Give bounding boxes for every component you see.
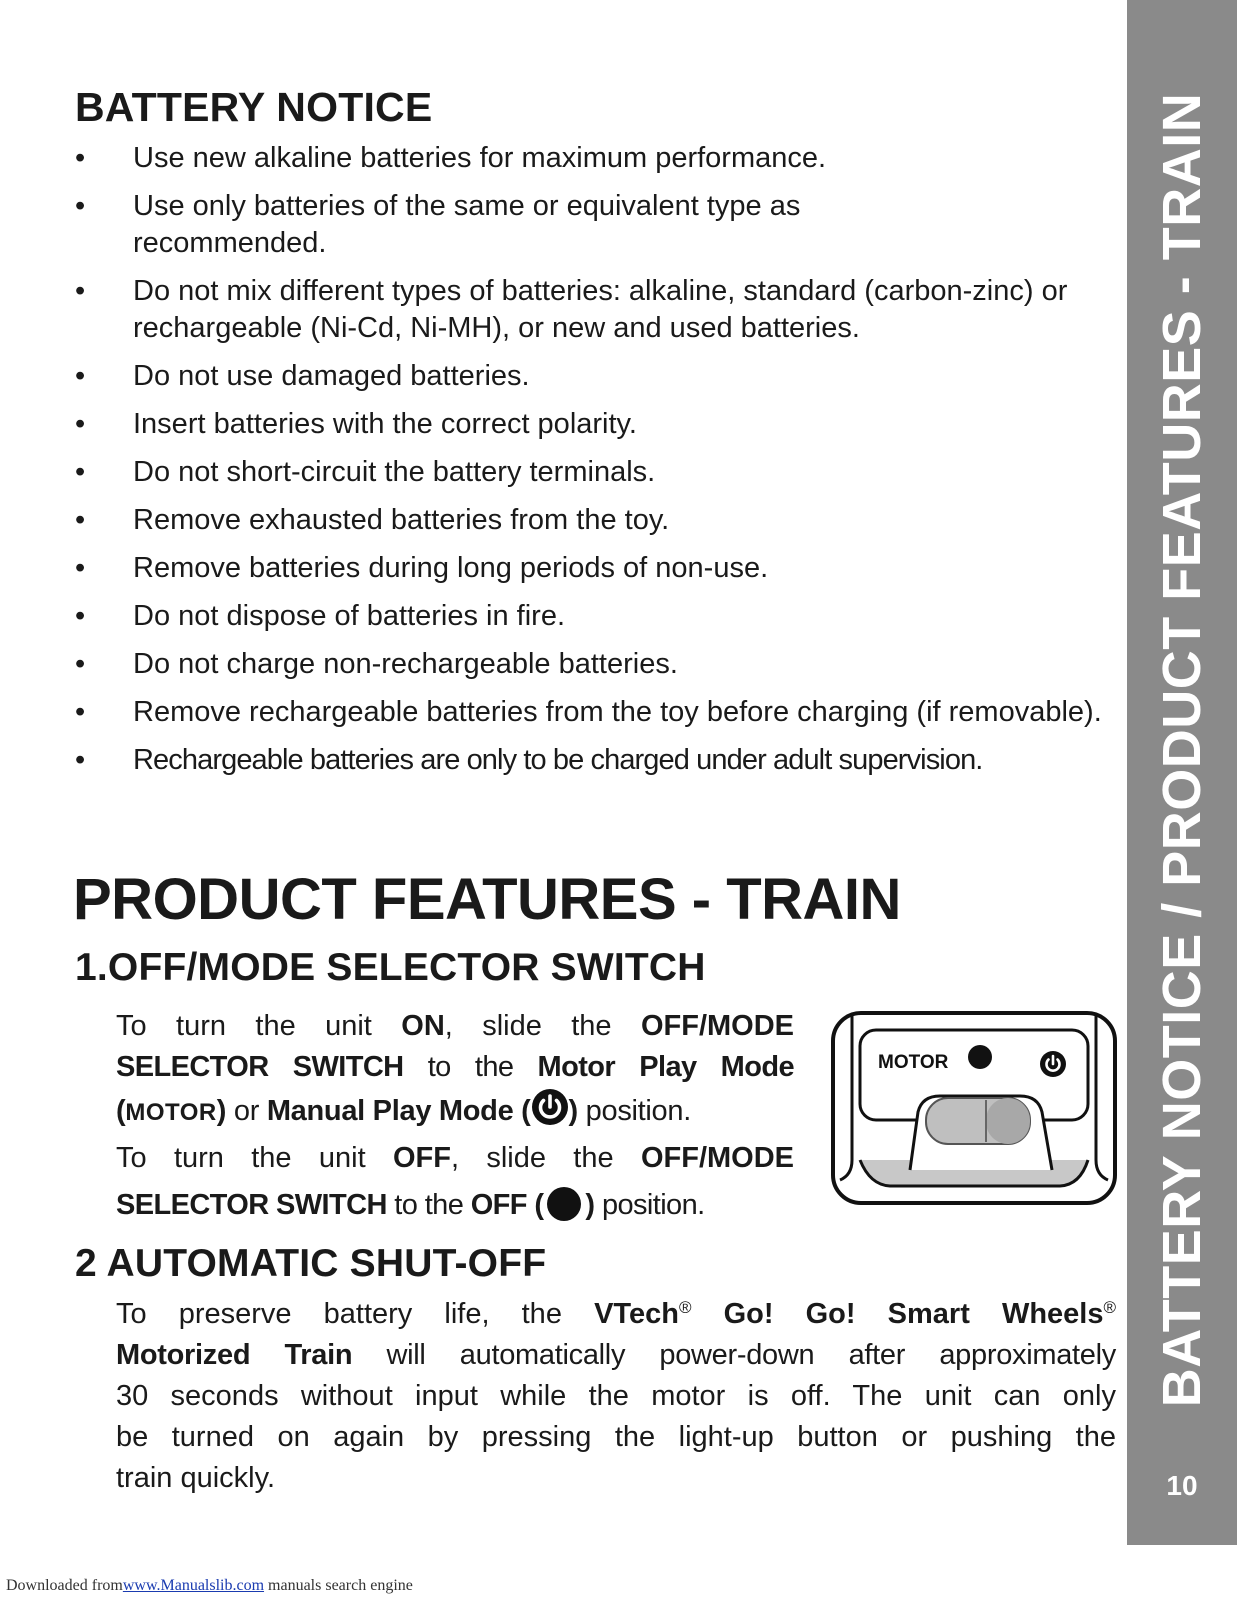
bullet-icon: •: [75, 744, 85, 776]
illustration-off-dot: [968, 1045, 992, 1069]
list-item: • Do not charge non-rechargeable batteries.: [75, 646, 1135, 683]
selector-switch-illustration: [830, 1010, 1118, 1206]
side-tab-title: BATTERY NOTICE / PRODUCT FEATURES - TRAIN: [1152, 92, 1212, 1408]
auto-shutoff-heading: 2 AUTOMATIC SHUT-OFF: [75, 1242, 547, 1285]
list-item: • Remove exhausted batteries from the toy.: [75, 502, 1135, 539]
bullet-icon: •: [75, 360, 86, 392]
list-item: • Use new alkaline batteries for maximum performance.: [75, 140, 1135, 177]
battery-notice-heading: BATTERY NOTICE: [75, 84, 433, 130]
illustration-motor-label: MOTOR: [878, 1052, 949, 1073]
bullet-icon: •: [75, 696, 86, 728]
side-tab: [1127, 0, 1237, 1545]
bullet-icon: •: [75, 600, 86, 632]
power-icon: [531, 1088, 569, 1138]
list-item: • Do not dispose of batteries in fire.: [75, 598, 1135, 635]
page-number: 10: [1166, 1470, 1198, 1501]
bullet-icon: •: [75, 142, 86, 174]
bullet-icon: •: [75, 190, 86, 222]
list-item: • Rechargeable batteries are only to be charged under adult supervision.: [75, 742, 1135, 779]
product-features-heading: PRODUCT FEATURES - TRAIN: [73, 867, 901, 932]
switch-knob: [986, 1098, 1030, 1144]
bullet-icon: •: [75, 552, 86, 584]
manualslib-link[interactable]: www.Manualslib.com: [122, 1577, 265, 1594]
footer: Downloaded fromwww.Manualslib.com manuals search engine: [6, 1577, 413, 1594]
list-item: • Remove batteries during long periods of non-use.: [75, 550, 1135, 587]
bullet-icon: •: [75, 456, 86, 488]
off-mode-switch-heading: 1.OFF/MODE SELECTOR SWITCH: [75, 946, 706, 989]
list-item: • Do not mix different types of batteries: alkaline, standard (carbon-zinc) or rechargeable (Ni-Cd, Ni-MH), or new and used batteries.: [75, 275, 1068, 344]
bullet-icon: •: [75, 504, 86, 536]
list-item: • Insert batteries with the correct polarity.: [75, 406, 1135, 443]
motor-label-inline: MOTOR: [125, 1099, 217, 1126]
auto-shutoff-text: To preserve battery life, the VTech® Go! Go! Smart Wheels® Motorized Train will automatically power-down after approximately 30 seconds without input while the motor is off. The unit can only be turned on again by pressing the light-up button or pushing the train quickly.: [116, 1298, 1117, 1494]
bullet-icon: •: [75, 408, 86, 440]
list-item: • Do not short-circuit the battery terminals.: [75, 454, 1135, 491]
list-item: • Use only batteries of the same or equivalent type as recommended.: [75, 190, 801, 259]
off-dot-icon: [547, 1187, 581, 1221]
list-item: • Do not use damaged batteries.: [75, 358, 1135, 395]
bullet-icon: •: [75, 275, 86, 307]
illustration-power-icon: [1040, 1051, 1066, 1077]
off-mode-switch-text: To turn the unit ON, slide the OFF/MODE SELECTOR SWITCH to the Motor Play Mode (MOTOR) or Manual Play Mode ( ) position. To turn the unit OFF, slide the OFF/MODE SELECTOR SWITCH to the OFF ( ) position.: [116, 1010, 795, 1221]
list-item: • Remove rechargeable batteries from the toy before charging (if removable).: [75, 694, 1113, 731]
battery-notice-list: [75, 140, 1135, 790]
bullet-icon: •: [75, 648, 86, 680]
